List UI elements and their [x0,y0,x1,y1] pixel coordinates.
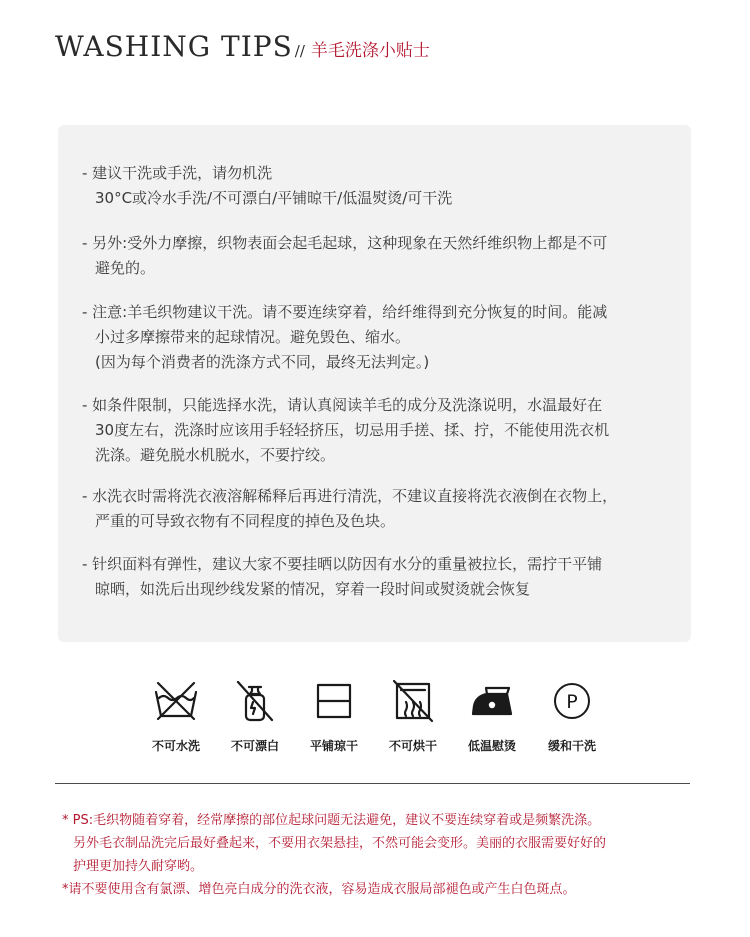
notes-section [62,809,702,901]
tip-item [82,300,667,375]
tip-item [82,393,667,468]
care-symbols-row [0,678,750,758]
care-symbol-dry-flat [294,678,374,754]
washing-tips-panel [58,125,691,642]
tip-line: 严重的可导致衣物有不同程度的掉色及色块。 [95,512,396,530]
page-header [55,30,430,70]
title-english: WASHING TIPS [55,30,293,63]
note-item [62,878,702,901]
care-label: 不可漂白 [230,739,279,753]
tip-line: - 另外:受外力摩擦，织物表面会起毛起球，这种现象在天然纤维织物上都是不可 [82,234,608,252]
care-symbol-no-tumble-dry [373,678,453,754]
dry-clean-p-icon [549,678,595,724]
tip-line: 避免的。 [95,259,156,277]
tip-line: (因为每个消费者的洗涤方式不同，最终无法判定。) [95,353,430,371]
section-divider [55,783,690,784]
tip-line: - 如条件限制，只能选择水洗，请认真阅读羊毛的成分及洗涤说明，水温最好在 [82,396,603,414]
tip-line: 30度左右，洗涤时应该用手轻轻挤压，切忌用手搓、揉、拧，不能使用洗衣机 [95,421,610,439]
tip-line: - 针织面料有弹性，建议大家不要挂晒以防因有水分的重量被拉长，需拧干平铺 [82,555,603,573]
tip-line: 洗涤。避免脱水机脱水，不要拧绞。 [95,446,336,464]
tip-line: - 水洗衣时需将洗衣液溶解稀释后再进行清洗，不建议直接将洗衣液倒在衣物上， [82,487,618,505]
title-separator: // [294,42,305,60]
note-line: *请不要使用含有氯漂、增色亮白成分的洗衣液，容易造成衣服局部褪色或产生白色斑点。 [62,882,576,897]
dry-clean-letter: P [566,691,578,713]
tip-line: - 注意:羊毛织物建议干洗。请不要连续穿着，给纤维得到充分恢复的时间。能减 [82,303,608,321]
care-symbol-dry-clean [532,678,612,754]
care-symbol-low-iron [452,678,532,754]
title-chinese: 羊毛洗涤小贴士 [310,41,430,61]
dry-flat-icon [311,678,357,724]
tip-item [82,161,667,211]
tip-line: 小过多摩擦带来的起球情况。避免毁色、缩水。 [95,328,411,346]
no-tumble-dry-icon [390,678,436,724]
tip-item [82,552,667,602]
tip-line: - 建议干洗或手洗，请勿机洗 [82,164,273,182]
care-label: 缓和干洗 [547,739,596,753]
care-label: 不可水洗 [151,739,200,753]
note-line: 另外毛衣制品洗完后最好叠起来，不要用衣架悬挂，不然可能会变形。美丽的衣服需要好好的 [73,836,607,851]
low-iron-icon [469,678,515,724]
note-line: 护理更加持久耐穿哟。 [73,859,204,874]
care-label: 平铺琼干 [309,739,358,753]
care-label: 低温慰烫 [467,739,516,753]
note-item [62,809,702,878]
tip-line: 30°C或冷水手洗/不可漂白/平铺晾干/低温熨烫/可干洗 [95,189,453,207]
care-symbol-no-bleach [215,678,295,754]
tip-item [82,484,667,534]
note-line: * PS:毛织物随着穿着，经常摩擦的部位起球问题无法避免，建议不要连续穿着或是频繁洗涤。 [62,813,601,828]
care-symbol-no-wash [136,678,216,754]
no-bleach-icon [232,678,278,724]
tip-item [82,231,667,281]
care-label: 不可烘干 [388,739,437,753]
no-wash-icon [153,678,199,724]
tip-line: 晾晒，如洗后出现纱线发紧的情况，穿着一段时间或熨烫就会恢复 [95,580,531,598]
